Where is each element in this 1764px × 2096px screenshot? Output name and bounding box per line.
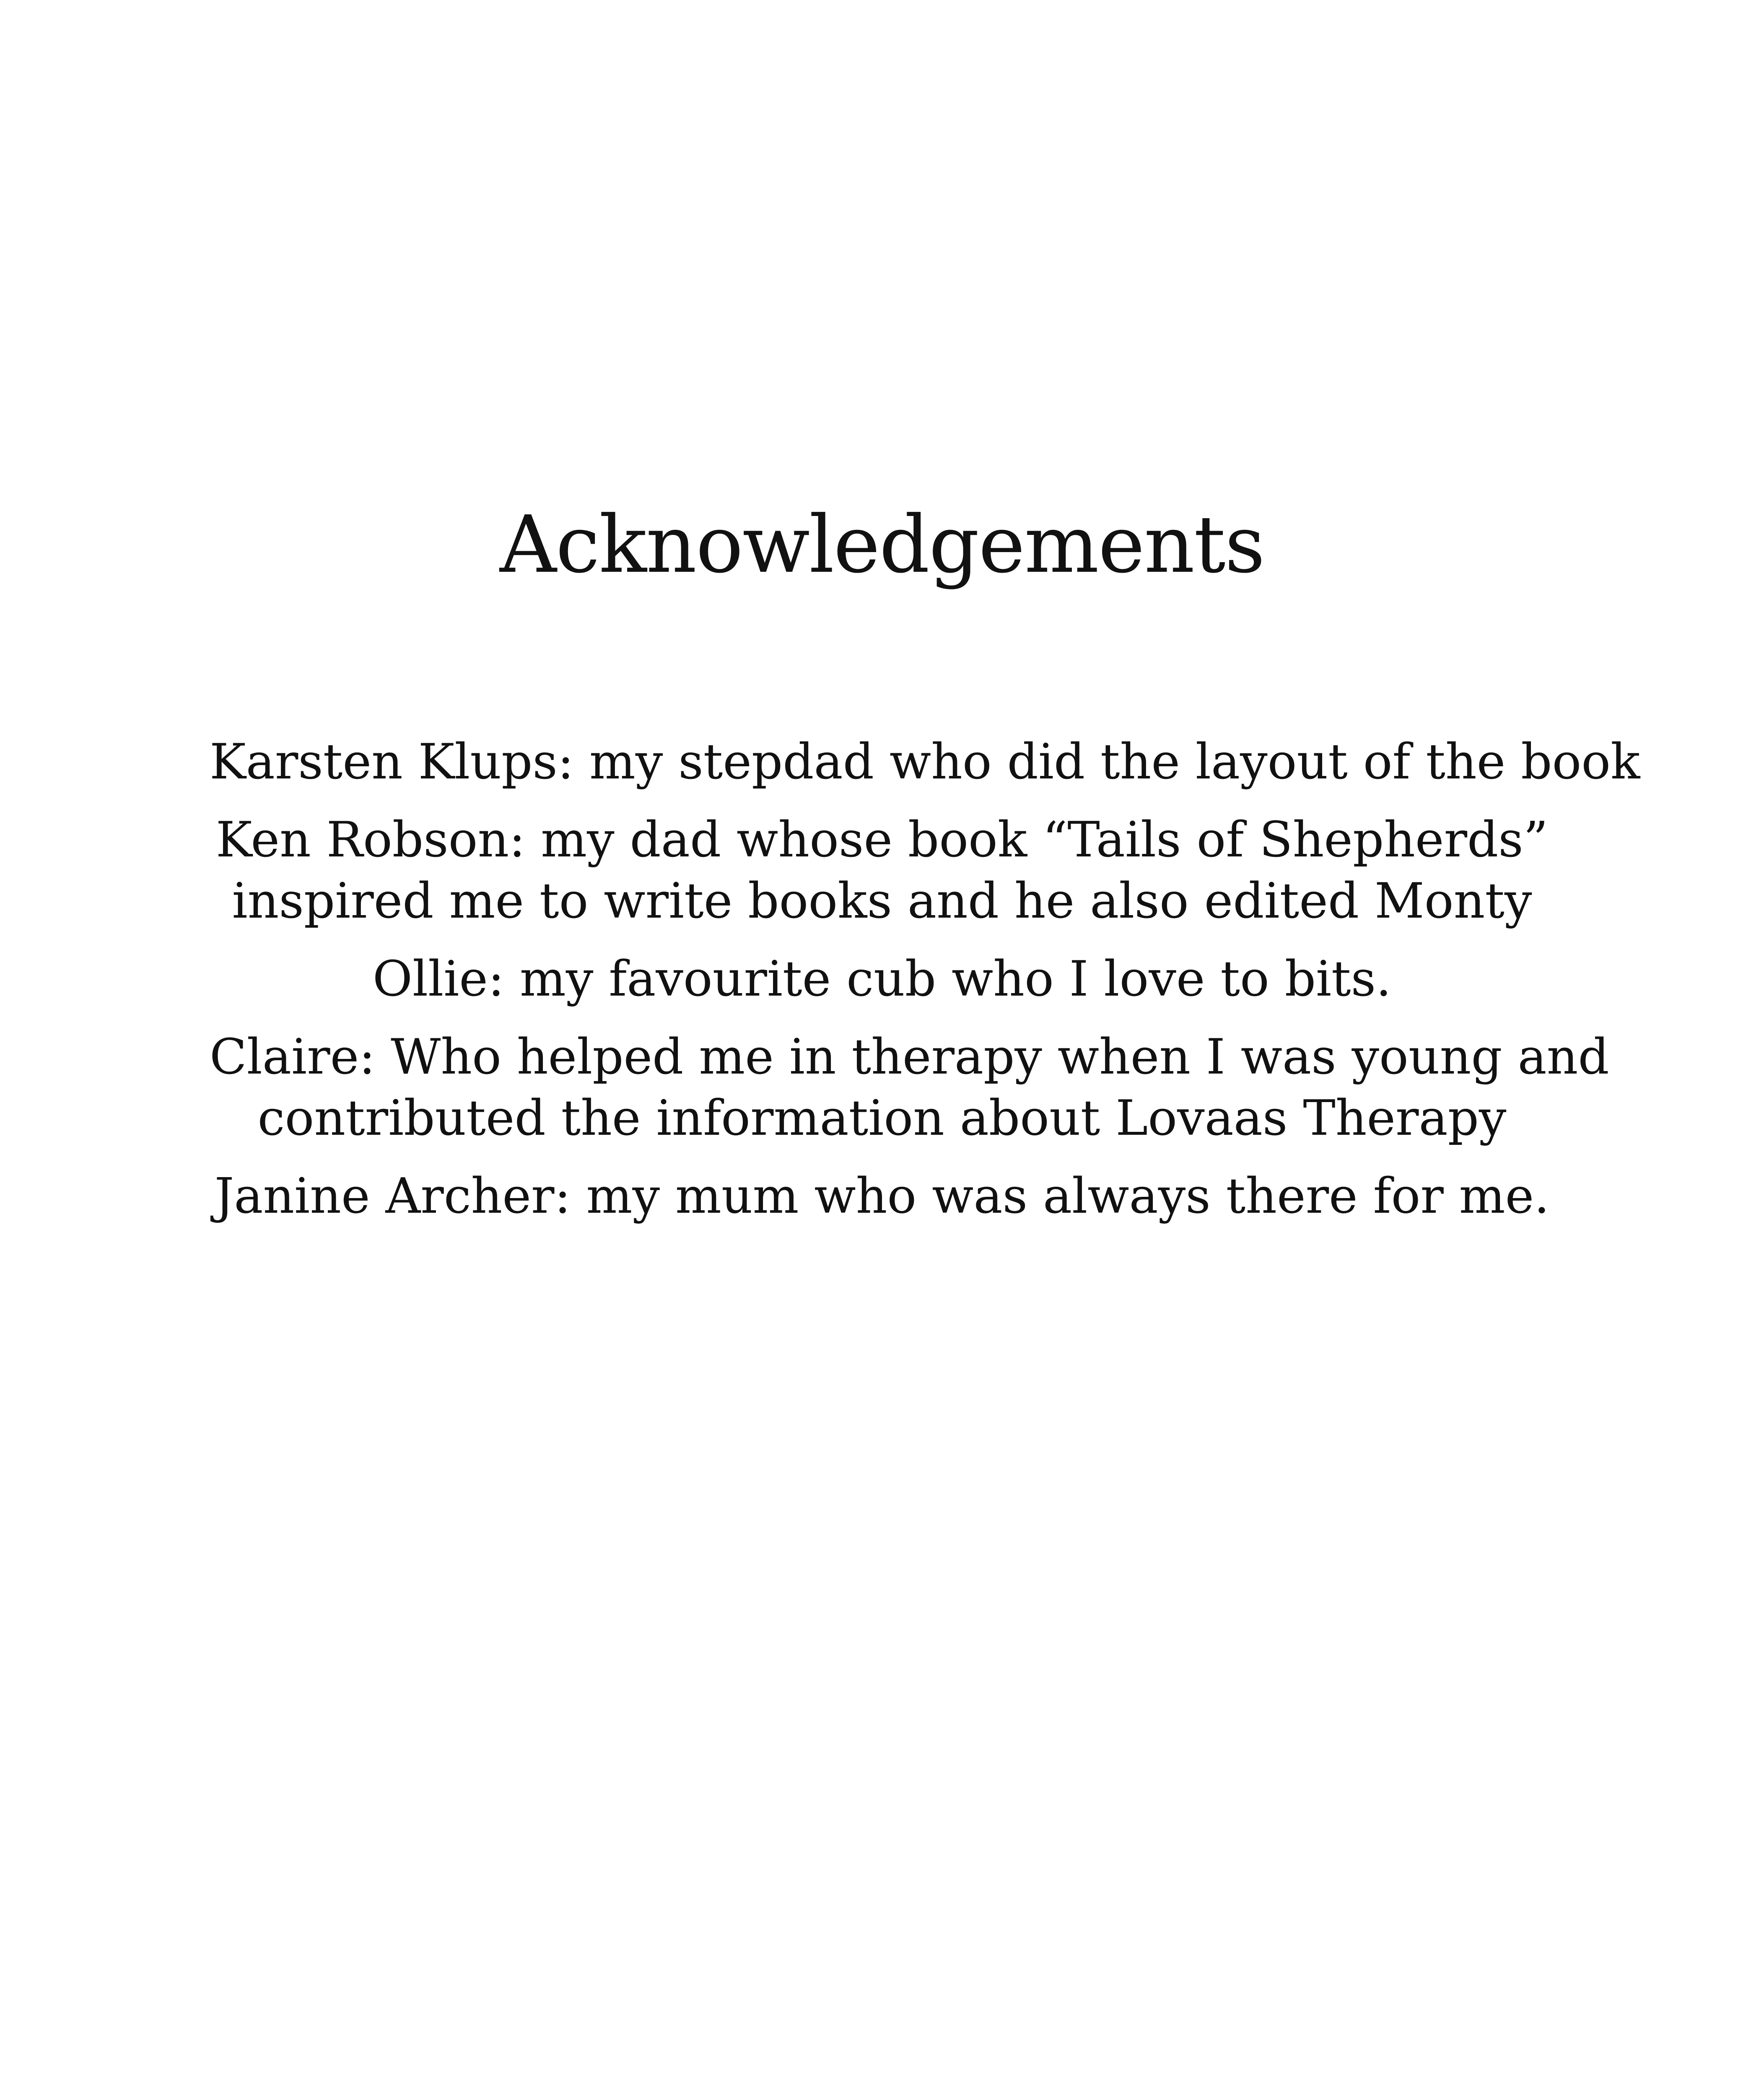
acknowledgement-line: Ollie: my favourite cub who I love to bits. bbox=[372, 951, 1392, 1007]
acknowledgement-line: Claire: Who helped me in therapy when I was young and bbox=[210, 1029, 1609, 1085]
acknowledgement-item bbox=[210, 732, 1640, 793]
acknowledgement-item bbox=[210, 1027, 1609, 1149]
acknowledgement-line: Karsten Klups: my stepdad who did the layout of the book bbox=[210, 734, 1640, 790]
page-title: Acknowledgements bbox=[499, 499, 1265, 591]
acknowledgement-line: Ken Robson: my dad whose book “Tails of Shepherds” bbox=[215, 812, 1549, 868]
acknowledgement-item bbox=[210, 1166, 1554, 1227]
acknowledgement-line: contributed the information about Lovaas Therapy bbox=[257, 1090, 1507, 1147]
acknowledgement-item bbox=[210, 809, 1554, 932]
acknowledgement-line: inspired me to write books and he also edited Monty bbox=[232, 873, 1532, 929]
acknowledgement-line: Janine Archer: my mum who was always there for me. bbox=[214, 1168, 1550, 1224]
acknowledgements-list bbox=[210, 732, 1640, 1244]
acknowledgement-item bbox=[210, 949, 1554, 1010]
